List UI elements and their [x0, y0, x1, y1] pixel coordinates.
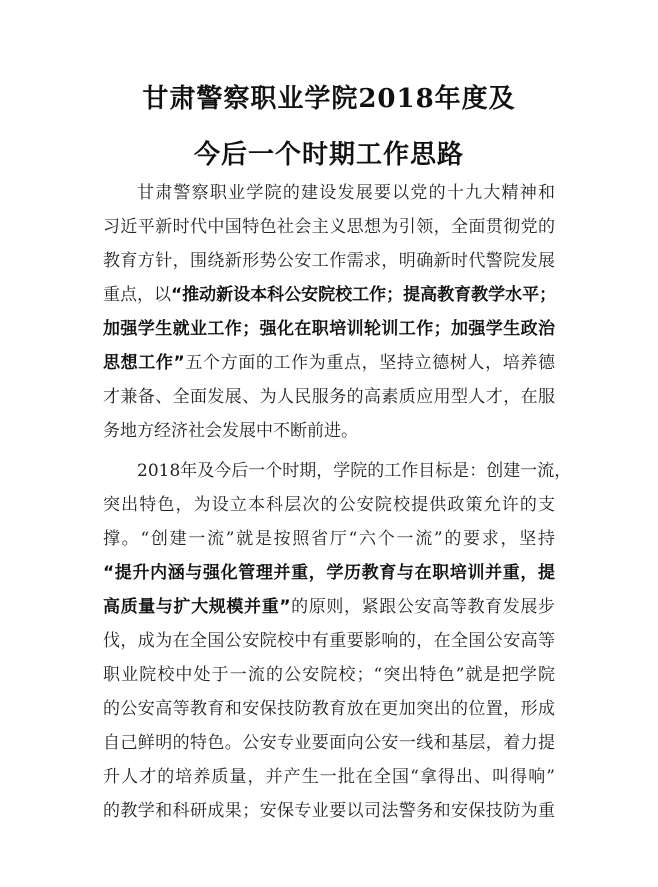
paragraph-2-line-11: [103, 794, 555, 828]
text-run: 伐，成为在全国公安院校中有重要影响的，在全国公安高等: [103, 631, 555, 651]
paragraph-2-line-9: [103, 726, 555, 760]
paragraph-1-line-8: [103, 414, 555, 448]
paragraph-2-line-1: [137, 454, 572, 488]
document-title-line-2: 今后一个时期工作思路: [193, 140, 464, 170]
emphasized-text-run: 加强学生就业工作；强化在职培训轮训工作；加强学生政治: [103, 319, 555, 339]
paragraph-2-line-5: [103, 590, 555, 624]
paragraph-1-line-4: [103, 278, 555, 312]
paragraph-1-line-1: [137, 176, 555, 210]
paragraph-2-line-10: [103, 760, 555, 794]
text-run: 2018年及今后一个时期，学院的工作目标是：创建一流，: [137, 461, 572, 481]
text-run: 教育方针，围绕新形势公安工作需求，明确新时代警院发展: [103, 251, 555, 271]
text-run: 的原则，紧跟公安高等教育发展步: [290, 597, 555, 617]
text-run: 的公安高等教育和安保技防教育放在更加突出的位置，形成: [103, 699, 555, 719]
text-run: 务地方经济社会发展中不断前进。: [103, 421, 358, 441]
paragraph-1-line-2: [103, 210, 555, 244]
emphasized-text-run: 高质量与扩大规模并重”: [103, 597, 291, 617]
text-run: 甘肃警察职业学院的建设发展要以党的十九大精神和: [137, 183, 555, 203]
document-title-line-1: 甘肃警察职业学院2018年度及: [142, 84, 516, 114]
paragraph-1-line-6: [103, 346, 555, 380]
paragraph-2-line-8: [103, 692, 555, 726]
paragraph-1-line-5: [103, 312, 555, 346]
paragraph-2-line-7: [103, 658, 555, 692]
paragraph-1-line-3: [103, 244, 555, 278]
text-run: 重点，以: [103, 285, 171, 305]
text-run: 撑。“创建一流”就是按照省厅“六个一流”的要求，坚持: [103, 529, 555, 549]
text-run: 升人才的培养质量，并产生一批在全国“拿得出、叫得响”: [103, 767, 555, 787]
paragraph-2-line-3: [103, 522, 555, 556]
text-run: 突出特色，为设立本科层次的公安院校提供政策允许的支: [103, 495, 555, 515]
text-run: 自己鲜明的特色。公安专业要面向公安一线和基层，着力提: [103, 733, 555, 753]
text-run: 职业院校中处于一流的公安院校；“突出特色”就是把学院: [103, 665, 555, 685]
paragraph-2-line-2: [103, 488, 555, 522]
text-run: 五个方面的工作为重点，坚持立德树人，培养德: [184, 353, 555, 373]
text-run: 的教学和科研成果；安保专业要以司法警务和安保技防为重: [103, 801, 555, 821]
emphasized-text-run: 思想工作”: [103, 353, 185, 373]
paragraph-2-line-6: [103, 624, 555, 658]
emphasized-text-run: “推动新设本科公安院校工作；提高教育教学水平；: [171, 285, 557, 305]
text-run: 习近平新时代中国特色社会主义思想为引领，全面贯彻党的: [103, 217, 555, 237]
text-run: 才兼备、全面发展、为人民服务的高素质应用型人才，在服: [103, 387, 555, 407]
paragraph-2-line-4: [103, 556, 555, 590]
paragraph-1-line-7: [103, 380, 555, 414]
emphasized-text-run: “提升内涵与强化管理并重，学历教育与在职培训并重，提: [103, 563, 555, 583]
